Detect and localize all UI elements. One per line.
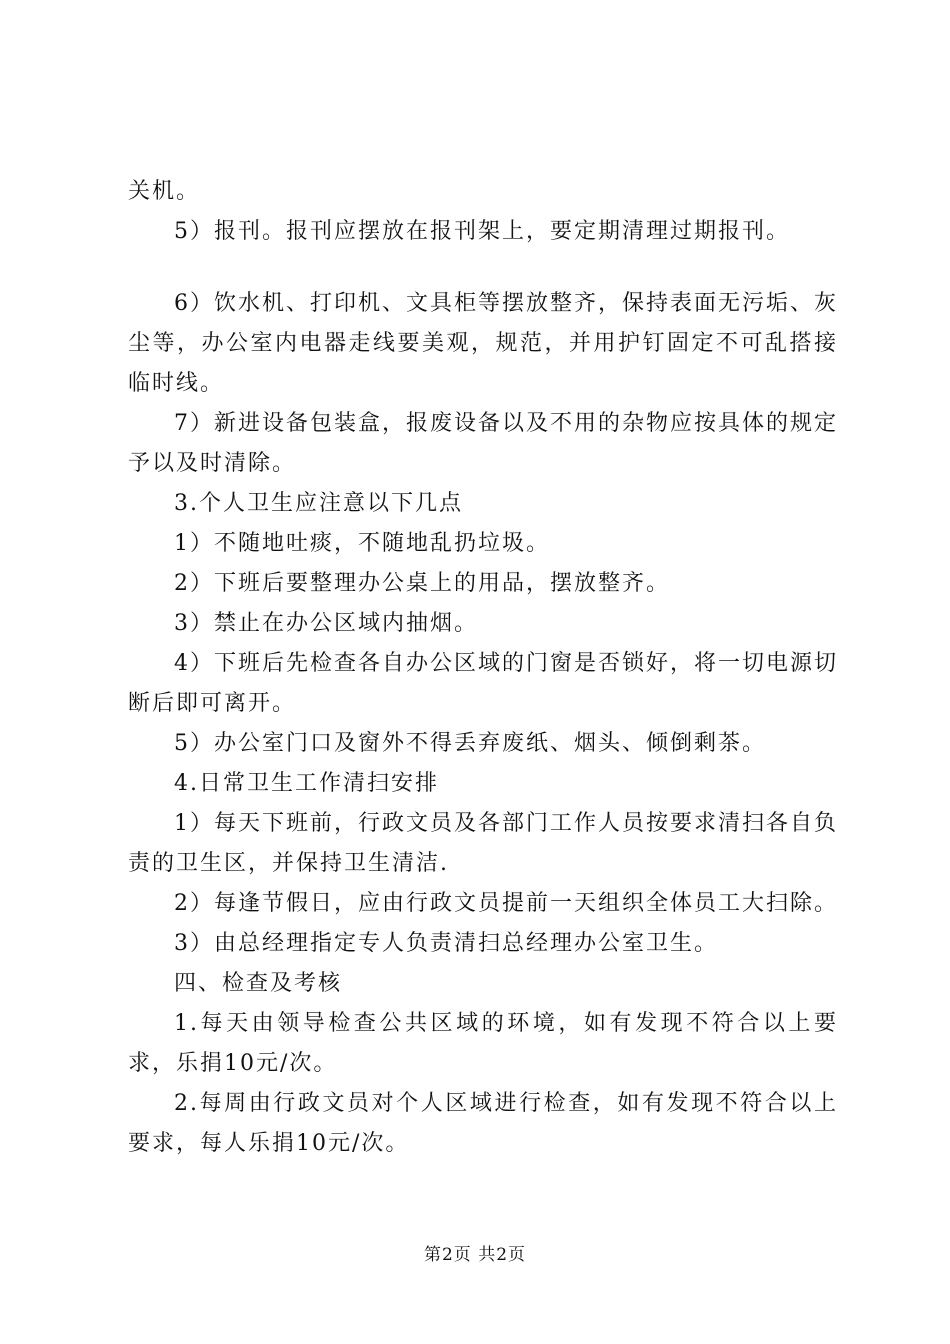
section-heading: 4.日常卫生工作清扫安排 xyxy=(174,771,439,796)
paragraph: 5）报刊。报刊应摆放在报刊架上，要定期清理过期报刊。 xyxy=(174,219,790,244)
paragraph: 3）由总经理指定专人负责清扫总经理办公室卫生。 xyxy=(174,931,718,956)
page-number-footer: 第2页 共2页 xyxy=(423,1245,527,1265)
paragraph-spacer xyxy=(128,252,838,284)
paragraph: 1）每天下班前，行政文员及各部门工作人员按要求清扫各自负责的卫生区，并保持卫生清洁. xyxy=(128,811,838,876)
paragraph: 7）新进设备包装盒，报废设备以及不用的杂物应按具体的规定予以及时清除。 xyxy=(128,411,838,476)
paragraph: 关机。 xyxy=(128,179,201,204)
document-body xyxy=(128,172,838,1164)
paragraph: 1.每天由领导检查公共区域的环境，如有发现不符合以上要求，乐捐10元/次。 xyxy=(128,1011,838,1076)
paragraph: 2.每周由行政文员对个人区域进行检查，如有发现不符合以上要求，每人乐捐10元/次。 xyxy=(128,1091,838,1156)
paragraph: 5）办公室门口及窗外不得丢弃废纸、烟头、倾倒剩茶。 xyxy=(174,731,766,756)
section-heading: 3.个人卫生应注意以下几点 xyxy=(174,491,463,516)
paragraph: 1）不随地吐痰，不随地乱扔垃圾。 xyxy=(174,531,550,556)
paragraph: 2）下班后要整理办公桌上的用品，摆放整齐。 xyxy=(174,571,670,596)
paragraph: 3）禁止在办公区域内抽烟。 xyxy=(174,611,478,636)
paragraph: 4）下班后先检查各自办公区域的门窗是否锁好，将一切电源切断后即可离开。 xyxy=(128,651,838,716)
paragraph: 2）每逢节假日，应由行政文员提前一天组织全体员工大扫除。 xyxy=(174,891,838,916)
section-heading: 四、检查及考核 xyxy=(174,971,343,996)
paragraph: 6）饮水机、打印机、文具柜等摆放整齐，保持表面无污垢、灰尘等，办公室内电器走线要美观，规范，并用护钉固定不可乱搭接临时线。 xyxy=(128,291,838,396)
